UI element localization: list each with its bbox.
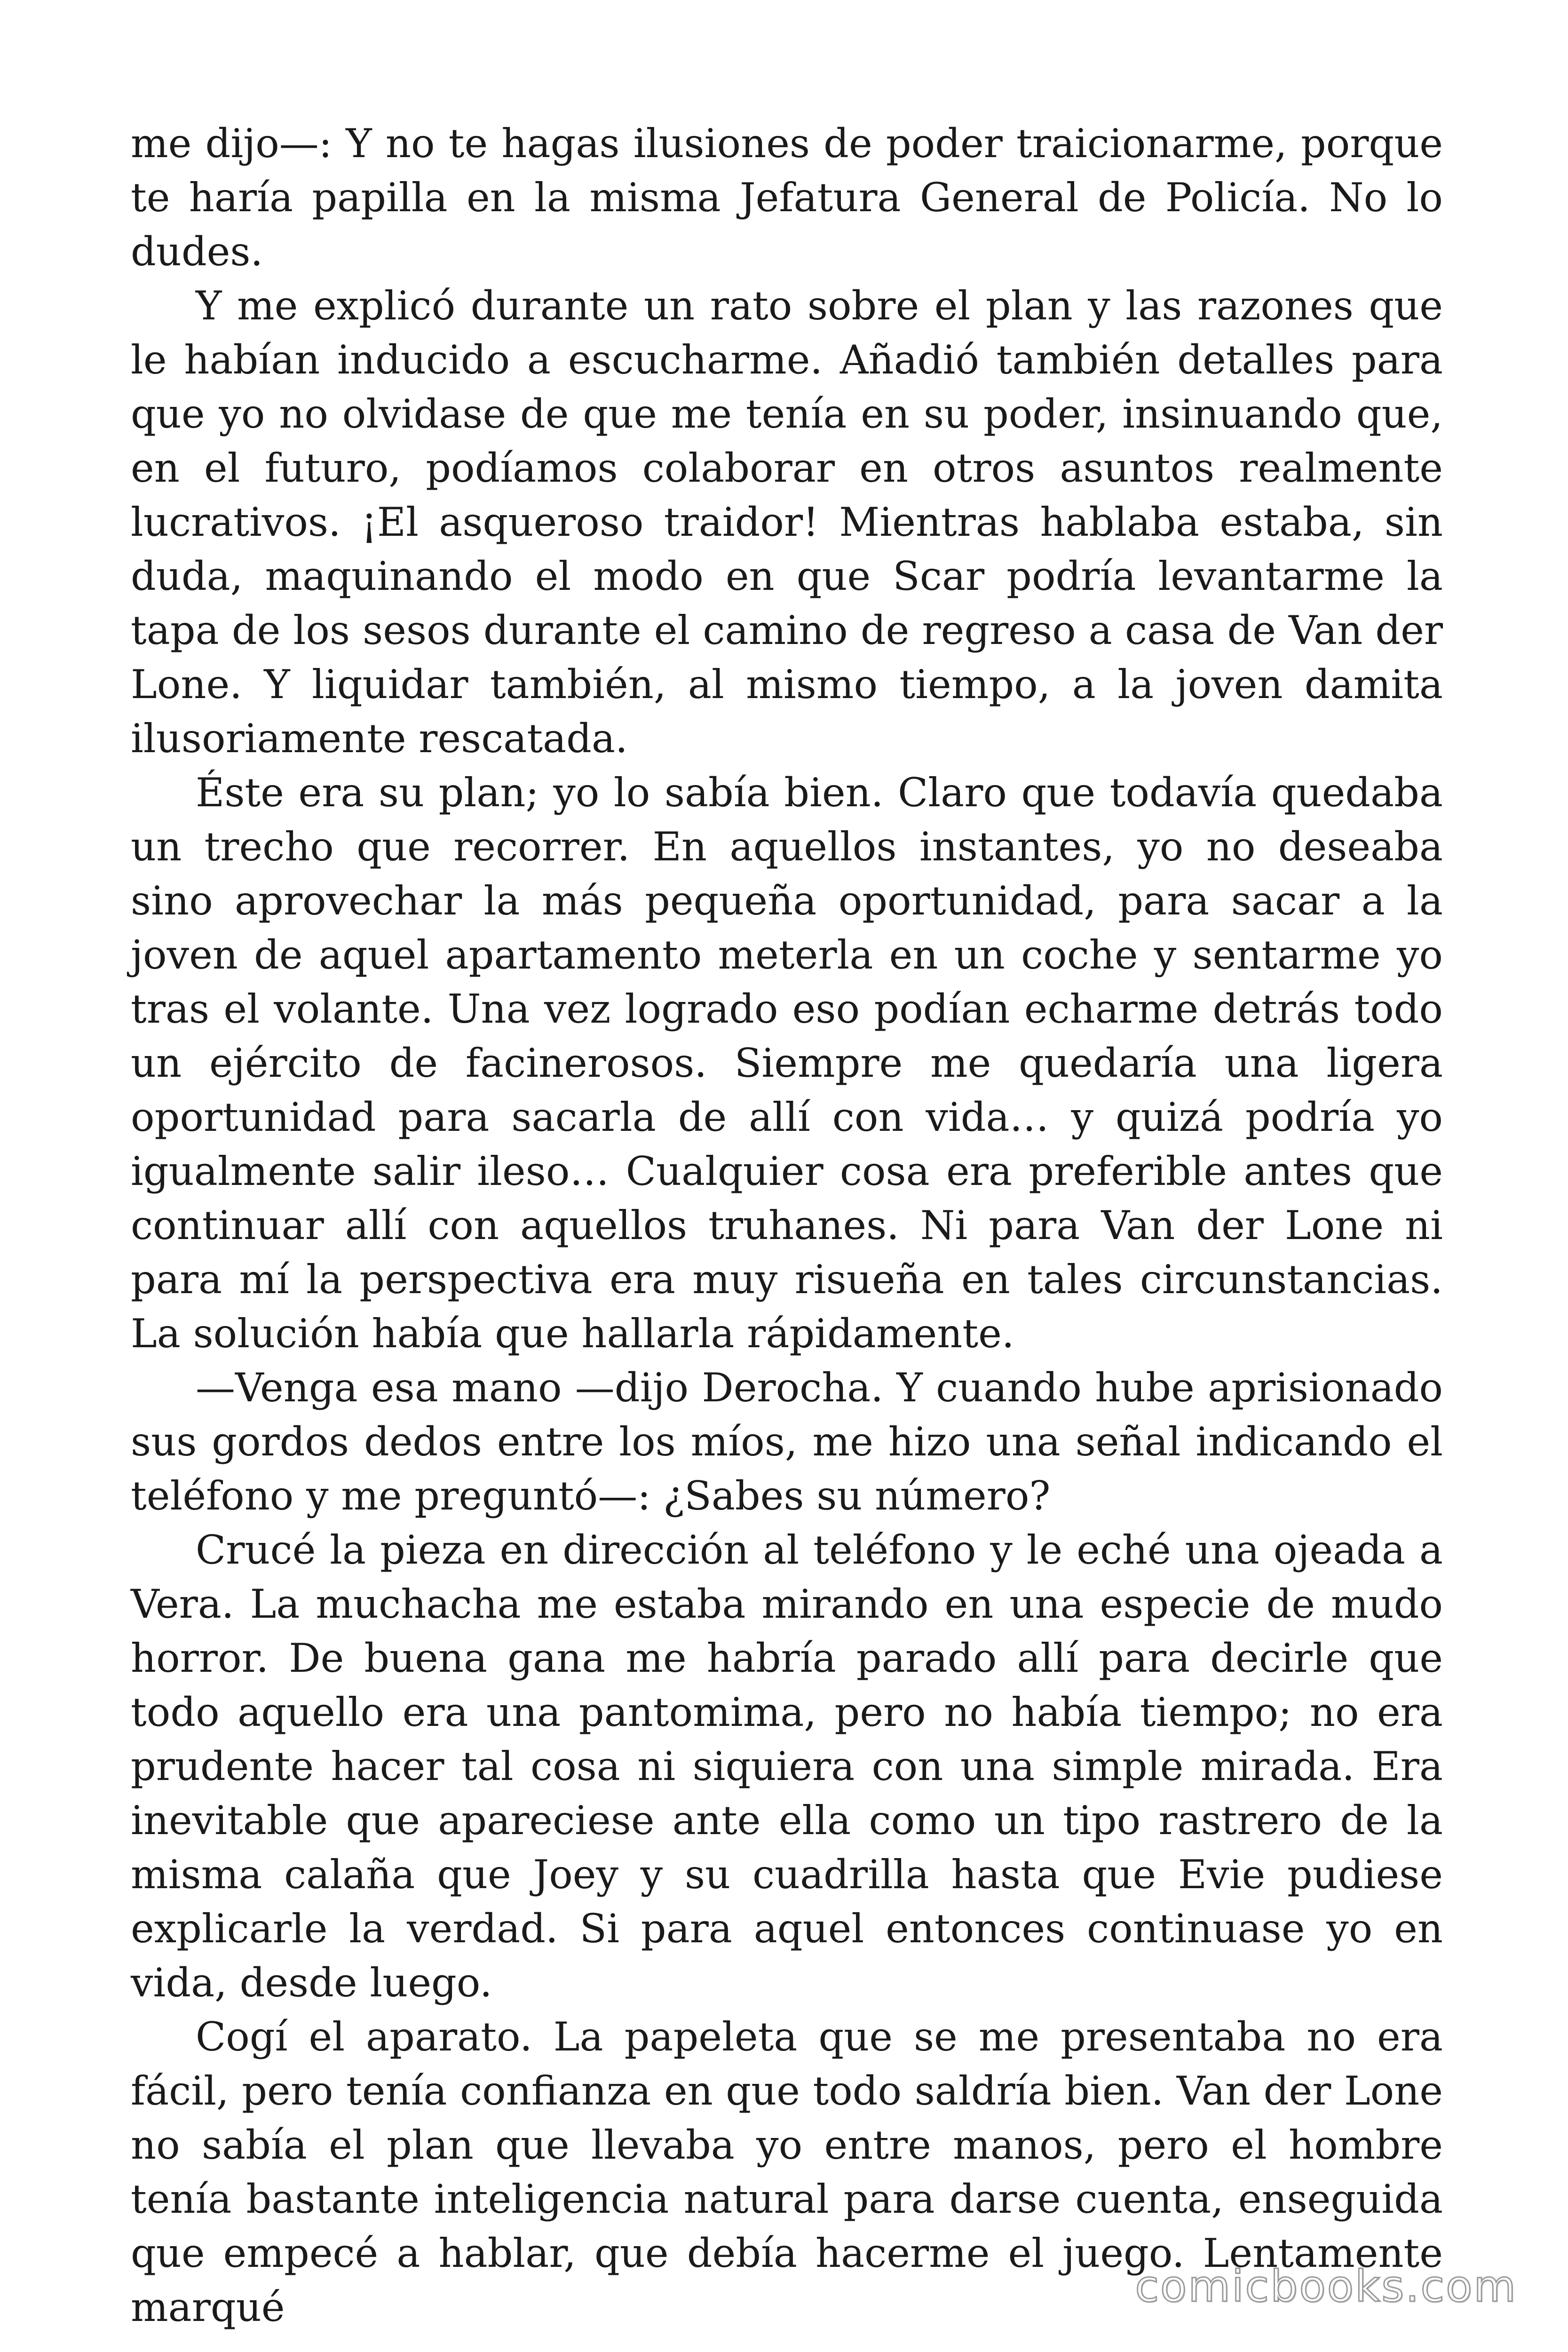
body-text [131,117,1443,2335]
paragraph: Cogí el aparato. La papeleta que se me presentaba no era fácil, pero tenía confianza en que todo saldría bien. Van der Lone no sabía el plan que llevaba yo entre manos, pero el hombre tenía bastante inteligencia natural para darse cuenta, enseguida que empecé a hablar, que debía hacerme el juego. Lentamente marqué [131,2014,1443,2330]
paragraph: —Venga esa mano —dijo Derocha. Y cuando hube aprisionado sus gordos dedos entre los míos, me hizo una señal indicando el teléfono y me preguntó—: ¿Sabes su número? [131,1365,1443,1519]
paragraph: Crucé la pieza en dirección al teléfono y le eché una ojeada a Vera. La muchacha me estaba mirando en una especie de mudo horror. De buena gana me habría parado allí para decirle que todo aquello era una pantomima, pero no había tiempo; no era prudente hacer tal cosa ni siquiera con una simple mirada. Era inevitable que apareciese ante ella como un tipo rastrero de la misma calaña que Joey y su cuadrilla hasta que Evie pudiese explicarle la verdad. Si para aquel entonces continuase yo en vida, desde luego. [131,1527,1443,2006]
paragraph: me dijo—: Y no te hagas ilusiones de poder traicionarme, porque te haría papilla en la misma Jefatura General de Policía. No lo dudes. [131,120,1443,275]
paragraph: Éste era su plan; yo lo sabía bien. Claro que todavía quedaba un trecho que recorrer. En aquellos instantes, yo no deseaba sino aprovechar la más pequeña oportunidad, para sacar a la joven de aquel apartamento meterla en un coche y sentarme yo tras el volante. Una vez logrado eso podían echarme detrás todo un ejército de facinerosos. Siempre me quedaría una ligera oportunidad para sacarla de allí con vida… y quizá podría yo igualmente salir ileso… Cualquier cosa era preferible antes que continuar allí con aquellos truhanes. Ni para Van der Lone ni para mí la perspectiva era muy risueña en tales circunstancias. La solución había que hallarla rápidamente. [131,770,1443,1357]
watermark: comicbooks.com [1135,2261,1517,2312]
paragraph: Y me explicó durante un rato sobre el plan y las razones que le habían inducido a escucharme. Añadió también detalles para que yo no olvidase de que me tenía en su poder, insinuando que, en el futuro, podíamos colaborar en otros asuntos realmente lucrativos. ¡El asqueroso traidor! Mientras hablaba estaba, sin duda, maquinando el modo en que Scar podría levantarme la tapa de los sesos durante el camino de regreso a casa de Van der Lone. Y liquidar también, al mismo tiempo, a la joven damita ilusoriamente rescatada. [131,283,1443,762]
